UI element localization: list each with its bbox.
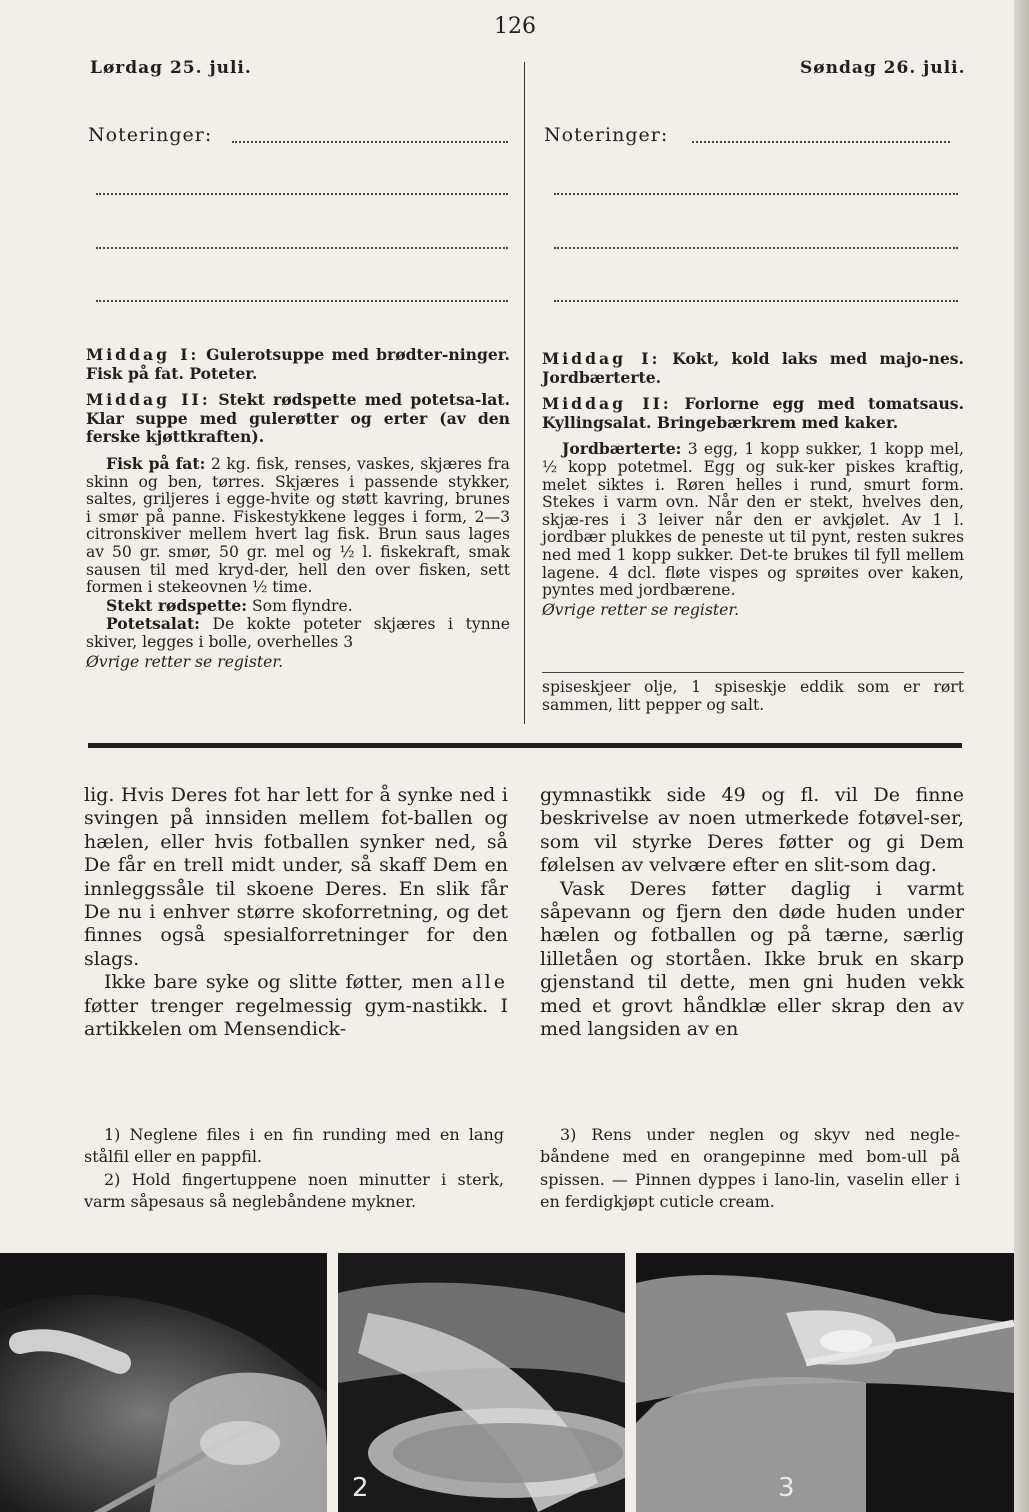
notes-label-left: Noteringer:	[88, 124, 213, 146]
photo-number-2: 2	[352, 1473, 369, 1503]
captions-right	[540, 1124, 960, 1214]
photo-pushing-cuticles	[636, 1253, 1014, 1512]
notes-label-right: Noteringer:	[544, 124, 669, 146]
page-edge	[1014, 0, 1029, 1512]
middag-1-saturday: Middag I: Gulerotsuppe med brødter-ninger. Fisk på fat. Poteter.	[86, 345, 510, 383]
recipe-jordbaerterte: Jordbærterte: 3 egg, 1 kopp sukker, 1 kopp mel, ½ kopp potetmel. Egg og suk-ker piskes kraftig, melet siktes i. Røren helles i rund, smurt form. Stekes i varm ovn. Når den er stekt, hvelves den, skjæ-res i 3 leiver når den er avkjølet. Av 1 l. jordbær plukkes de peneste ut til pynt, resten sukres ned med 1 kopp sukker. Det-te brukes til fyll mellem lagene. 4 dcl. fløte vispes og sprøites over kaken, pyntes med jordbærene.	[542, 439, 964, 600]
potetsalat-continuation: spiseskjeer olje, 1 spiseskje eddik som er rørt sammen, litt pepper og salt.	[542, 678, 964, 714]
notes-line	[554, 193, 958, 195]
article-paragraph: lig. Hvis Deres fot har lett for å synke ned i svingen på innsiden mellem fot-ballen og hælen, eller hvis fotballen synker ned, så De får en trell midt under, så skaff Dem en innleggssåle til skoene Deres. En slik får De nu i enhver større skoforretning, og det finnes også spesialforretninger for den slags.	[84, 784, 508, 970]
column-divider	[524, 62, 525, 724]
recipes-sunday	[542, 350, 964, 619]
middag-1-sunday: Middag I: Kokt, kold laks med majo-nes. Jordbærterte.	[542, 349, 964, 387]
article-paragraph: Vask Deres føtter daglig i varmt såpevann og fjern den døde huden under hælen og fotballen og på tærne, særlig lilletåen og stortåen. Ikke bruk en skarp gjenstand til dette, men gni huden vekk med et grovt håndklæ eller skrap den av med langsiden av en	[540, 877, 964, 1041]
recipes-saturday	[86, 346, 510, 671]
notes-line	[554, 247, 958, 249]
separator-line	[542, 672, 964, 673]
middag-2-saturday: Middag II: Stekt rødspette med potetsa-lat. Klar suppe med gulerøtter og erter (av den ferske kjøttkraften).	[86, 390, 510, 447]
recipe-fisk-pa-fat: Fisk på fat: 2 kg. fisk, renses, vaskes, skjæres fra skinn og ben, tørres. Skjæres i passende stykker, saltes, griljeres i egge-hvite og støtt kavring, brunes i smør på panne. Fiskestykkene legges i form, 2—3 citronskiver mellem hvert lag fisk. Brun saus lages av 50 gr. smør, 50 gr. mel og ½ l. fiskekraft, smak sausen til med kryd-der, hell den over fisken, sett formen i stekeovnen ½ time.	[86, 453, 510, 597]
notes-line	[96, 193, 508, 195]
notes-line	[692, 141, 950, 143]
caption-1: 1) Neglene files i en fin runding med en lang stålfil eller en pappfil.	[84, 1125, 504, 1167]
day-title-saturday: Lørdag 25. juli.	[90, 58, 252, 78]
notes-line	[96, 300, 508, 302]
captions-left	[84, 1124, 504, 1214]
caption-3: 3) Rens under neglen og skyv ned negle-båndene med en orangepinne med bom-ull på spissen. — Pinnen dyppes i lano-lin, vaselin eller i en ferdigkjøpt cuticle cream.	[540, 1125, 960, 1212]
other-dishes-note-left: Øvrige retter se register.	[86, 652, 284, 671]
notes-line	[232, 141, 508, 143]
article-left-column	[84, 784, 508, 1041]
recipe-potetsalat: Potetsalat: De kokte poteter skjæres i tynne skiver, legges i bolle, overhelles 3	[86, 614, 510, 651]
middag-2-sunday: Middag II: Forlorne egg med tomatsaus. Kyllingsalat. Bringebærkrem med kaker.	[542, 394, 965, 432]
photo-number-3: 3	[778, 1473, 795, 1503]
notes-line	[96, 247, 508, 249]
page-number: 126	[494, 14, 536, 39]
day-title-sunday: Søndag 26. juli.	[800, 58, 966, 78]
photo-soaking-fingertips	[338, 1253, 625, 1512]
article-right-column	[540, 784, 964, 1041]
recipe-stekt-rodspette: Stekt rødspette: Som flyndre.	[106, 595, 353, 615]
notes-line	[554, 300, 958, 302]
other-dishes-note-right: Øvrige retter se register.	[542, 600, 740, 619]
article-paragraph: gymnastikk side 49 og fl. vil De finne beskrivelse av noen utmerkede fotøvel-ser, som vil styrke Deres føtter og gi Dem følelsen av velvære efter en slit-som dag.	[540, 784, 964, 877]
caption-2: 2) Hold fingertuppene noen minutter i sterk, varm såpesaus så neglebåndene mykner.	[84, 1169, 504, 1212]
photo-filing-nails	[0, 1253, 327, 1512]
section-rule	[88, 743, 962, 748]
article-paragraph: Ikke bare syke og slitte føtter, men alle føtter trenger regelmessig gym-nastikk. I artikkelen om Mensendick-	[84, 971, 508, 1041]
